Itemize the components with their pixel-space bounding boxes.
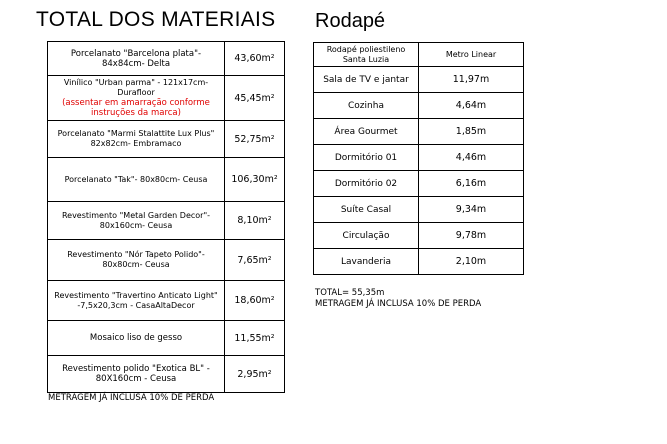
rodape-total: TOTAL= 55,35m xyxy=(315,288,385,298)
table-header-row xyxy=(314,43,524,67)
material-area: 11,55m² xyxy=(225,321,285,356)
room-length: 1,85m xyxy=(419,119,524,145)
table-row xyxy=(48,240,285,281)
material-area: 7,65m² xyxy=(225,240,285,281)
table-row xyxy=(48,42,285,76)
table-row xyxy=(48,121,285,158)
room-name: Lavanderia xyxy=(314,249,419,275)
room-name: Área Gourmet xyxy=(314,119,419,145)
table-row xyxy=(314,93,524,119)
rodape-product-header: Rodapé poliestileno Santa Luzia xyxy=(314,43,419,67)
table-row xyxy=(314,119,524,145)
table-row xyxy=(48,202,285,240)
room-length: 2,10m xyxy=(419,249,524,275)
material-description: Porcelanato "Marmi Stalattite Lux Plus" 82x82cm- Embramaco xyxy=(48,121,225,158)
room-name: Circulação xyxy=(314,223,419,249)
materials-footnote: METRAGEM JÁ INCLUSA 10% DE PERDA xyxy=(48,393,215,403)
material-area: 18,60m² xyxy=(225,281,285,321)
room-name: Dormitório 01 xyxy=(314,145,419,171)
room-name: Sala de TV e jantar xyxy=(314,67,419,93)
material-description: Revestimento "Travertino Anticato Light" -7,5x20,3cm - CasaAltaDecor xyxy=(48,281,225,321)
room-name: Suíte Casal xyxy=(314,197,419,223)
table-row xyxy=(48,76,285,121)
material-description: Mosaico liso de gesso xyxy=(48,321,225,356)
material-description: Revestimento "Nór Tapeto Polido"- 80x80cm- Ceusa xyxy=(48,240,225,281)
room-name: Cozinha xyxy=(314,93,419,119)
table-row xyxy=(48,281,285,321)
rodape-table xyxy=(313,42,524,275)
material-area: 43,60m² xyxy=(225,42,285,76)
material-description-text: Vinílico "Urban parma" - 121x17cm- Durafloor xyxy=(63,78,209,97)
table-row xyxy=(314,67,524,93)
material-description: Porcelanato "Barcelona plata"- 84x84cm- Delta xyxy=(48,42,225,76)
table-row xyxy=(48,356,285,393)
material-description: Revestimento polido "Exotica BL" - 80X160cm - Ceusa xyxy=(48,356,225,393)
table-row xyxy=(314,249,524,275)
room-length: 6,16m xyxy=(419,171,524,197)
rodape-footnote: METRAGEM JÁ INCLUSA 10% DE PERDA xyxy=(315,299,482,309)
materials-table xyxy=(47,41,285,393)
material-description xyxy=(48,76,225,121)
material-area: 2,95m² xyxy=(225,356,285,393)
material-area: 52,75m² xyxy=(225,121,285,158)
material-description: Revestimento "Metal Garden Decor"- 80x160cm- Ceusa xyxy=(48,202,225,240)
room-length: 9,78m xyxy=(419,223,524,249)
room-length: 4,46m xyxy=(419,145,524,171)
table-row xyxy=(314,145,524,171)
rodape-unit-header: Metro Linear xyxy=(419,43,524,67)
table-row xyxy=(48,158,285,202)
material-area: 8,10m² xyxy=(225,202,285,240)
room-length: 9,34m xyxy=(419,197,524,223)
material-description: Porcelanato "Tak"- 80x80cm- Ceusa xyxy=(48,158,225,202)
room-length: 11,97m xyxy=(419,67,524,93)
room-length: 4,64m xyxy=(419,93,524,119)
installation-note: (assentar em amarração conforme instruções da marca) xyxy=(62,98,210,118)
table-row xyxy=(314,197,524,223)
table-row xyxy=(314,171,524,197)
table-row xyxy=(314,223,524,249)
rodape-title: Rodapé xyxy=(315,10,386,32)
material-area: 45,45m² xyxy=(225,76,285,121)
materials-title: TOTAL DOS MATERIAIS xyxy=(36,8,276,31)
table-row xyxy=(48,321,285,356)
material-area: 106,30m² xyxy=(225,158,285,202)
room-name: Dormitório 02 xyxy=(314,171,419,197)
